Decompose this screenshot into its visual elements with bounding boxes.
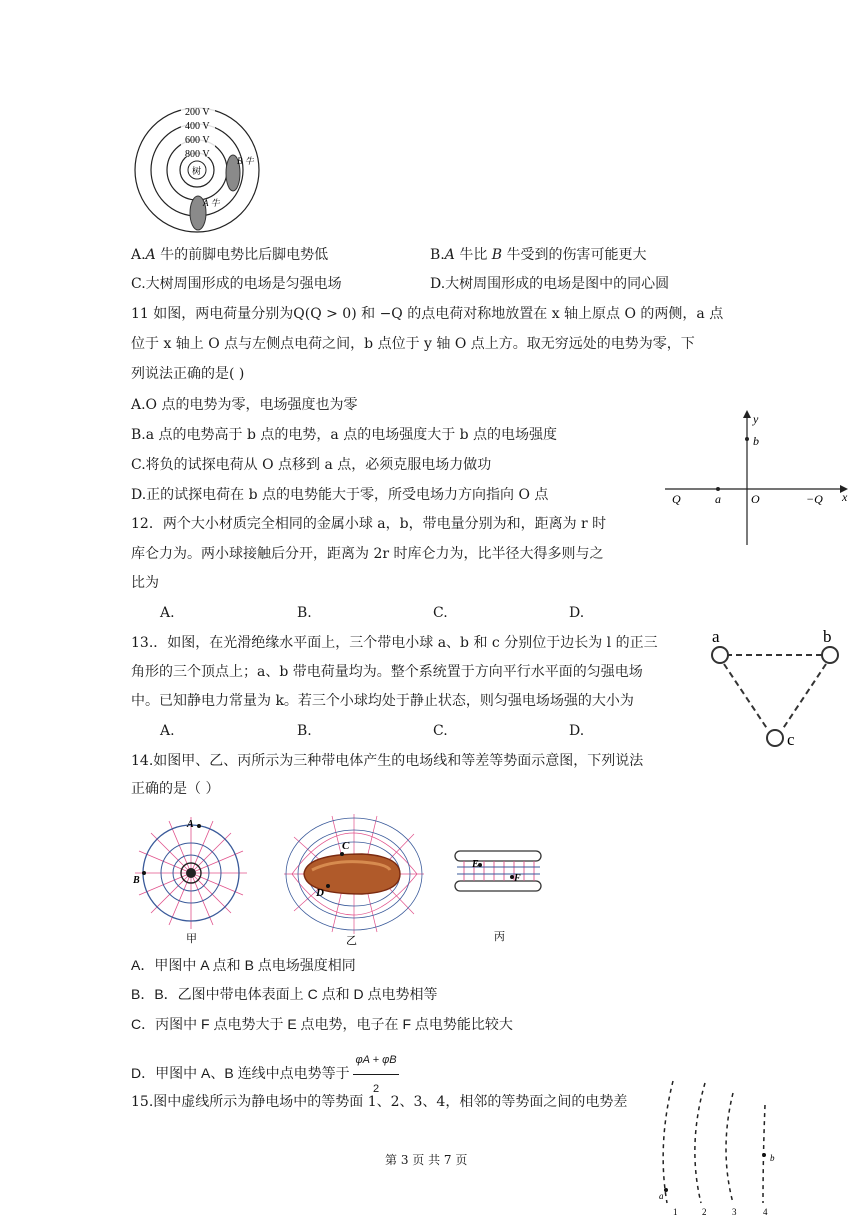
ring-label-600: 600 V [185,135,210,146]
q13-choice-a: A. [160,723,175,739]
q13-choice-c: C. [433,723,448,739]
axis-label-q-right: −Q [806,492,823,506]
axis-label-q-left: Q [672,492,681,506]
jia-label-a: A [187,819,194,830]
q12-choice-c: C. [433,605,448,621]
q13-choice-d: D. [569,723,585,739]
q11-stem-line1: 11 如图，两电荷量分别为Q(Q > 0) 和 −Q 的点电荷对称地放置在 x 轴上原点 O 的两侧，a 点 [131,306,724,322]
q12-choice-a: A. [160,605,175,621]
q11-axis-figure [660,405,855,550]
ball-a-label: a [712,627,720,646]
jia-caption: 甲 [186,933,197,945]
axis-label-a: a [715,492,721,506]
jia-label-b: B [133,875,140,886]
q12-stem-line1: 12．两个大小材质完全相同的金属小球 a，b，带电量分别为和，距离为 r 时 [131,516,607,532]
tree-potential-figure [131,100,271,235]
ball-c [767,730,783,746]
yi-caption: 乙 [346,935,357,947]
q11-option-b: B.a 点的电势高于 b 点的电势，a 点的电场强度大于 b 点的电场强度 [131,427,558,443]
q11-option-d: D.正的试探电荷在 b 点的电势能大于零，所受电场力方向指向 O 点 [131,487,549,503]
q13-stem-line2: 角形的三个顶点上；a、b 带电荷量均为。整个系统置于方向平行水平面的匀强电场 [131,664,643,680]
q12-choice-d: D. [569,605,585,621]
page-footer: 第 3 页 共 7 页 [385,1153,468,1167]
q12-stem-line3: 比为 [131,575,159,591]
ball-b [822,647,838,663]
q11-option-c: C.将负的试探电荷从 O 点移到 a 点，必须克服电场力做功 [131,457,492,473]
q14-stem-line1: 14.如图甲、乙、丙所示为三种带电体产生的电场线和等差等势面示意图，下列说法 [131,753,644,769]
q15-equipotential-figure [655,1075,785,1216]
fraction-numerator: φA + φB [353,1046,398,1075]
bing-caption: 丙 [494,931,505,943]
q14-option-c: C．丙图中 F 点电势大于 E 点电势，电子在 F 点电势能比较大 [131,1016,513,1032]
q11-stem-line3: 列说法正确的是( ) [131,366,245,382]
yi-label-d: D [316,887,324,899]
ball-a [712,647,728,663]
figure-jia [133,815,258,945]
ball-b-label: b [823,627,832,646]
tree-label: 树 [192,166,202,176]
axis-label-x: x [842,490,848,504]
q12-choice-b: B. [297,605,312,621]
q13-stem-line1: 13.．如图，在光滑绝缘水平面上，三个带电小球 a、b 和 c 分别位于边长为 l 的正三 [131,635,658,651]
yi-label-c: C [342,840,350,852]
q14-option-d-text: D．甲图中 A、B 连线中点电势等于 [131,1065,350,1082]
q10-option-a: A.A 牛的前脚电势比后脚电势低 [131,247,329,263]
bing-label-f: F [514,873,521,884]
q13-triangle-figure [700,622,850,752]
q14-stem-line2: 正确的是（ ） [131,781,220,797]
q10-option-d: D.大树周围形成的电场是图中的同心圆 [430,276,670,292]
q13-stem-line3: 中。已知静电力常量为 k。若三个小球均处于静止状态，则匀强电场场强的大小为 [131,693,634,709]
cow-a-label: A 牛 [203,198,220,208]
q14-option-a: A．甲图中 A 点和 B 点电场强度相同 [131,957,356,973]
ring-label-200: 200 V [185,107,210,118]
axis-label-b: b [753,434,759,448]
ring-label-800: 800 V [185,149,210,160]
figure-yi [282,812,427,947]
q10-option-c: C.大树周围形成的电场是匀强电场 [131,276,342,292]
q15-label-b: b [770,1153,775,1163]
figure-bing [452,845,547,945]
q11-option-a: A.O 点的电势为零，电场强度也为零 [131,397,358,413]
cow-b-label: B 牛 [237,156,254,166]
axis-label-y: y [753,412,759,426]
bing-label-e: E [472,859,479,870]
q14-option-b: B．B．乙图中带电体表面上 C 点和 D 点电势相等 [131,986,438,1002]
q15-label-1: 1 [673,1207,678,1216]
q15-stem-line1: 15.图中虚线所示为静电场中的等势面 1、2、3、4，相邻的等势面之间的电势差 [131,1094,628,1110]
fraction-denominator: 2 [372,1083,380,1095]
q15-label-a: a [659,1191,664,1201]
ball-c-label: c [787,730,795,749]
ring-label-400: 400 V [185,121,210,132]
q10-option-b: B.A 牛比 B 牛受到的伤害可能更大 [430,247,647,263]
q13-choice-b: B. [297,723,312,739]
q15-label-4: 4 [763,1207,768,1216]
q15-label-3: 3 [732,1207,737,1216]
axis-label-o: O [751,492,760,506]
q15-label-2: 2 [702,1207,707,1216]
q12-stem-line2: 库仑力为。两小球接触后分开，距离为 2r 时库仑力为，比半径大得多则与之 [131,546,604,562]
q11-stem-line2: 位于 x 轴上 O 点与左侧点电荷之间，b 点位于 y 轴 O 点上方。取无穷远处的电势为零，下 [131,336,695,352]
